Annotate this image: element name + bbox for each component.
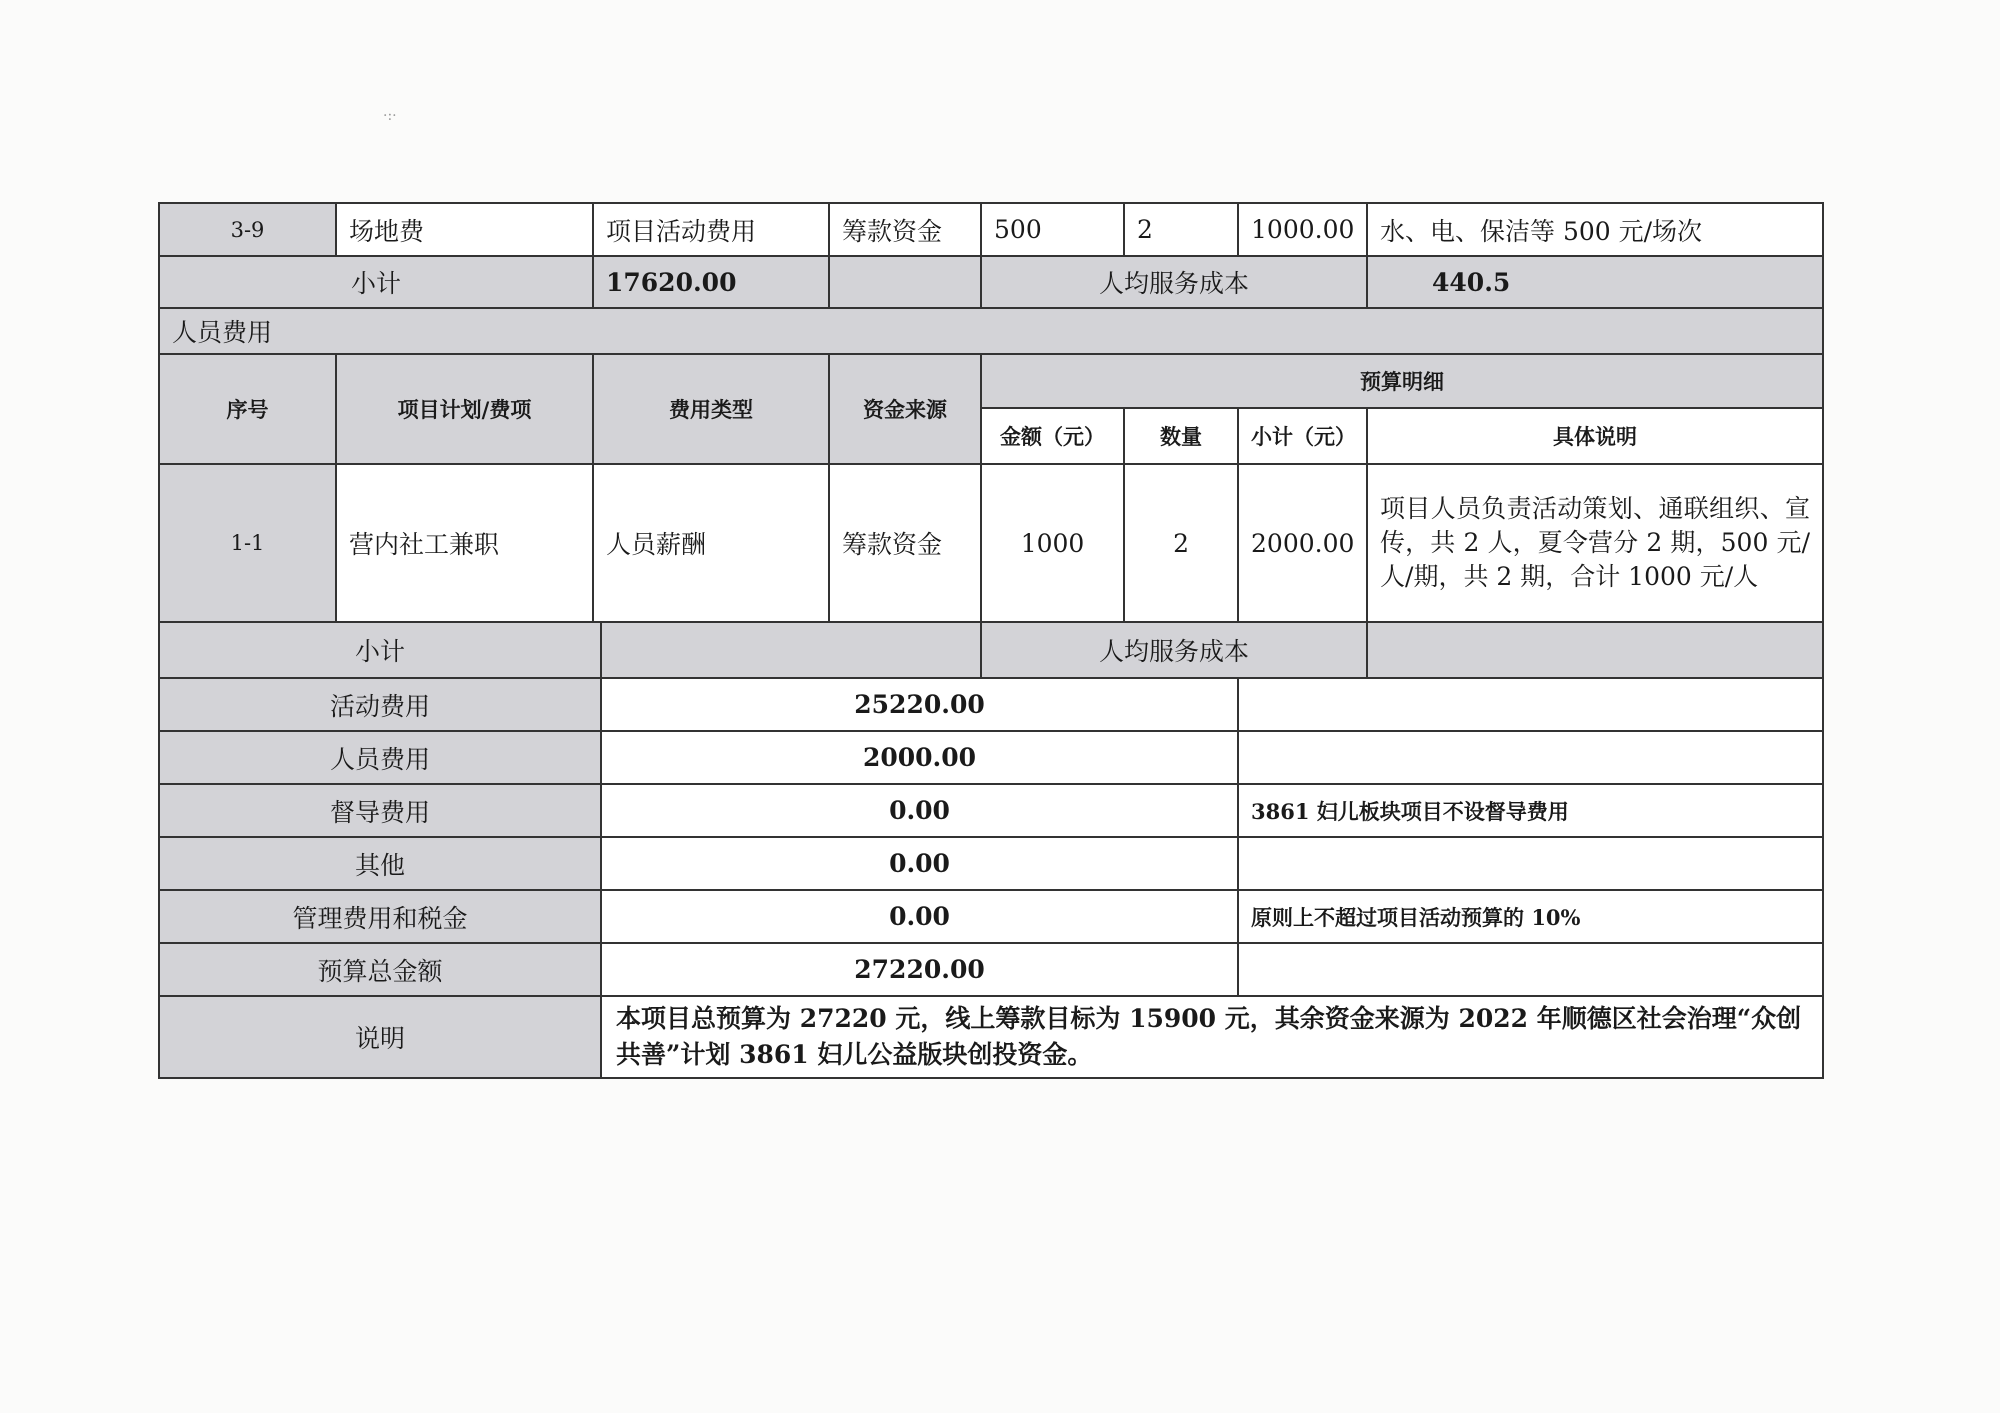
row-seq: 1-1 bbox=[159, 464, 336, 622]
summary-row bbox=[159, 678, 1823, 731]
subtotal-empty bbox=[829, 256, 981, 308]
per-capita-label: 人均服务成本 bbox=[981, 622, 1367, 678]
explanation-text: 本项目总预算为 27220 元，线上筹款目标为 15900 元，其余资金来源为 2022 年顺德区社会治理“众创共善”计划 3861 妇儿公益版块创投资金。 bbox=[601, 996, 1823, 1078]
per-capita-label: 人均服务成本 bbox=[981, 256, 1367, 308]
subtotal-value: 17620.00 bbox=[593, 256, 829, 308]
row-desc: 项目人员负责活动策划、通联组织、宣传，共 2 人，夏令营分 2 期，500 元/人/期，共 2 期，合计 1000 元/人 bbox=[1367, 464, 1823, 622]
header-amount: 金额（元） bbox=[981, 408, 1124, 464]
row-seq: 3-9 bbox=[159, 203, 336, 256]
row-amount: 500 bbox=[981, 203, 1124, 256]
header-source: 资金来源 bbox=[829, 354, 981, 464]
summary-value: 0.00 bbox=[601, 890, 1238, 943]
summary-value: 0.00 bbox=[601, 784, 1238, 837]
explanation-label: 说明 bbox=[159, 996, 601, 1078]
row-qty: 2 bbox=[1124, 464, 1238, 622]
summary-label: 其他 bbox=[159, 837, 601, 890]
summary-row bbox=[159, 890, 1823, 943]
row-item: 场地费 bbox=[336, 203, 593, 256]
per-capita-value: 440.5 bbox=[1367, 256, 1823, 308]
summary-note bbox=[1238, 837, 1823, 890]
subtotal-row bbox=[159, 256, 1823, 308]
summary-note: 3861 妇儿板块项目不设督导费用 bbox=[1238, 784, 1823, 837]
header-seq: 序号 bbox=[159, 354, 336, 464]
summary-note bbox=[1238, 678, 1823, 731]
summary-note bbox=[1238, 943, 1823, 996]
summary-value: 0.00 bbox=[601, 837, 1238, 890]
header-qty: 数量 bbox=[1124, 408, 1238, 464]
summary-note: 原则上不超过项目活动预算的 10% bbox=[1238, 890, 1823, 943]
table-row bbox=[159, 203, 1823, 256]
summary-row bbox=[159, 731, 1823, 784]
row-desc: 水、电、保洁等 500 元/场次 bbox=[1367, 203, 1823, 256]
row-item: 营内社工兼职 bbox=[336, 464, 593, 622]
section-title-personnel: 人员费用 bbox=[159, 308, 1823, 354]
row-qty: 2 bbox=[1124, 203, 1238, 256]
subtotal-row bbox=[159, 622, 1823, 678]
row-type: 项目活动费用 bbox=[593, 203, 829, 256]
budget-table bbox=[158, 202, 1824, 1079]
row-source: 筹款资金 bbox=[829, 203, 981, 256]
per-capita-value bbox=[1367, 622, 1823, 678]
summary-value: 27220.00 bbox=[601, 943, 1238, 996]
explanation-row bbox=[159, 996, 1823, 1078]
summary-label: 督导费用 bbox=[159, 784, 601, 837]
summary-label: 人员费用 bbox=[159, 731, 601, 784]
summary-row bbox=[159, 943, 1823, 996]
summary-label: 活动费用 bbox=[159, 678, 601, 731]
row-subtotal: 1000.00 bbox=[1238, 203, 1367, 256]
table-row bbox=[159, 464, 1823, 622]
row-type: 人员薪酬 bbox=[593, 464, 829, 622]
header-type: 费用类型 bbox=[593, 354, 829, 464]
row-subtotal: 2000.00 bbox=[1238, 464, 1367, 622]
subtotal-label: 小计 bbox=[159, 256, 593, 308]
row-amount: 1000 bbox=[981, 464, 1124, 622]
summary-row bbox=[159, 784, 1823, 837]
section-row bbox=[159, 308, 1823, 354]
row-source: 筹款资金 bbox=[829, 464, 981, 622]
header-subtotal: 小计（元） bbox=[1238, 408, 1367, 464]
summary-row bbox=[159, 837, 1823, 890]
header-item: 项目计划/费项 bbox=[336, 354, 593, 464]
subtotal-value bbox=[601, 622, 981, 678]
summary-label: 管理费用和税金 bbox=[159, 890, 601, 943]
summary-value: 2000.00 bbox=[601, 731, 1238, 784]
summary-value: 25220.00 bbox=[601, 678, 1238, 731]
summary-label: 预算总金额 bbox=[159, 943, 601, 996]
header-budget-detail: 预算明细 bbox=[981, 354, 1823, 408]
summary-note bbox=[1238, 731, 1823, 784]
header-desc: 具体说明 bbox=[1367, 408, 1823, 464]
subtotal-label: 小计 bbox=[159, 622, 601, 678]
header-row bbox=[159, 354, 1823, 408]
page-mark: ·:· bbox=[383, 108, 397, 124]
